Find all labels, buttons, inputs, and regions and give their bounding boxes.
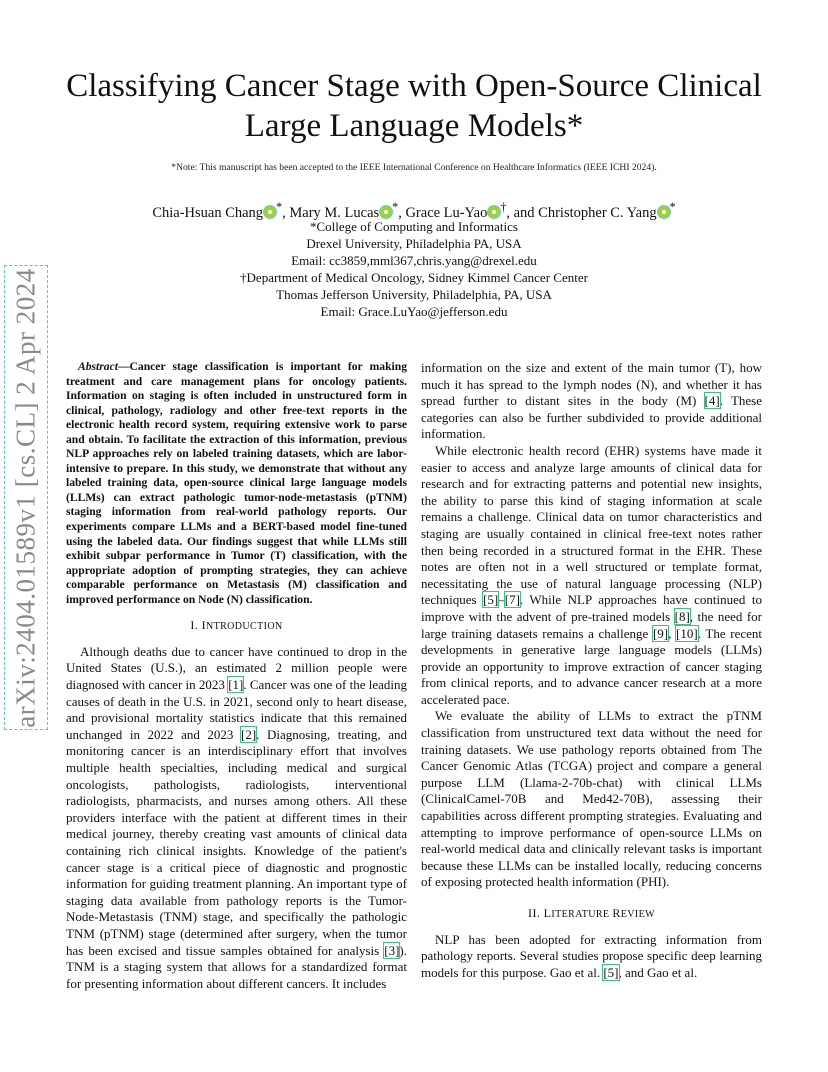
author-name: , Mary M. Lucas <box>282 204 380 221</box>
citation-link[interactable]: [3] <box>384 942 400 958</box>
body-paragraph: While electronic health record (EHR) systems have made it easier to access and analyze large amounts of clinical data for research and for extracting patterns and potential new insights, the ability to parse this kind of staging information at scale remains a challenge. Clinical data on tumor characteristics and staging are usually contained in clinical free-text notes rather then being recorded in a structured format in the EHR. These notes are often not in a well structured or template format, necessitating the use of natural language processing (NLP) techniques [5]–[7]. While NLP approaches have continued to improve with the advent of pre-trained models [8], the need for large training datasets remains a challenge [9], [10]. The recent developments in generative large language models (LLMs) provide an opportunity to improve extraction of cancer staging from clinical reports, and to advance cancer research at a more accelerated pace. <box>421 442 763 707</box>
orcid-icon[interactable] <box>264 206 276 218</box>
section-heading-introduction: I. INTRODUCTION <box>190 618 283 633</box>
orcid-icon[interactable] <box>488 206 500 218</box>
right-column <box>421 360 762 981</box>
citation-link[interactable]: [1] <box>228 677 244 693</box>
abstract-text: —Cancer stage classification is important for making treatment and care management plans for oncology patients. Information on staging is often included in unstructured form in clinical, pathology, radiology and other free-text reports in the electronic health record system, requiring extensive work to parse and obtain. To facilitate the extraction of this information, previous NLP approaches rely on labeled training datasets, which are labor-intensive to prepare. In this study, we demonstrate that without any labeled training data, open-source clinical large language models (LLMs) can extract pathologic tumor-node-metastasis (pTNM) staging information from real-world pathology reports. Our experiments compare LLMs and a BERT-based model fine-tuned using the labeled data. Our findings suggest that while LLMs still exhibit subpar performance in Tumor (T) classification, with the appropriate adoption of prompting strategies, they can achieve comparable performance on Metastasis (M) classification and improved performance on Node (N) classification. <box>66 360 407 606</box>
citation-link[interactable]: [9] <box>652 625 669 641</box>
acceptance-note: *Note: This manuscript has been accepted to the IEEE International Conference on Healthcare Informatics (IEEE ICHI 2024). <box>171 162 657 173</box>
affiliation-email: Email: Grace.LuYao@jefferson.edu <box>320 304 508 319</box>
citation-link[interactable]: [2] <box>240 726 257 742</box>
orcid-icon[interactable] <box>380 206 392 218</box>
affiliation-mark: * <box>276 200 283 214</box>
citation-link[interactable]: [4] <box>704 393 720 409</box>
author-name: Chia-Hsuan Chang <box>152 204 264 221</box>
affiliation-email: Email: cc3859,mml367,chris.yang@drexel.edu <box>291 253 537 268</box>
body-paragraph: NLP has been adopted for extracting information from pathology reports. Several studies propose specific deep learning models for this purpose. Gao et al. [5], and Gao et al. <box>421 931 762 980</box>
paper-title: Classifying Cancer Stage with Open-Source Clinical Large Language Models* <box>66 68 762 144</box>
affiliation-mark: * <box>392 200 399 214</box>
citation-link[interactable]: [10] <box>676 625 698 641</box>
citation-link[interactable]: [5] <box>483 592 499 608</box>
arxiv-stamp[interactable] <box>4 265 48 730</box>
abstract <box>66 360 407 607</box>
intro-paragraph: Although deaths due to cancer have continued to drop in the United States (U.S.), an estimated 2 million people were diagnosed with cancer in 2023 [1]. Cancer was one of the leading causes of death in the U.S. in 2021, second only to heart disease, and provisional mortality statistics indicate that this remained unchanged in 2022 and 2023 [2]. Diagnosing, treating, and monitoring cancer is an interdisciplinary effort that involves multiple health specialties, including medical and surgical oncologists, pathologists, radiologists, interventional radiologists, pharmacists, and nurses among others. All these providers interface with the patient at different times in their medical journey, thereby creating vast amounts of clinical data containing rich clinical insights. Knowledge of the patient's cancer stage is a critical piece of diagnostic and prognostic information for guiding treatment planning. An important type of staging data available from pathology reports is the Tumor-Node-Metastasis (TNM) stage, and specifically the pathologic TNM (pTNM) stage (determined after surgery, when the tumor has been excised and tissue samples obtained for analysis [3]). TNM is a staging system that allows for a standardized format for presenting information about different cancers. It includes <box>66 643 407 991</box>
arxiv-id: arXiv:2404.01589v1 [cs.CL] 2 Apr 2024 <box>10 267 41 728</box>
affiliation-line: *College of Computing and Informatics <box>310 219 518 234</box>
affiliation-line: Thomas Jefferson University, Philadelphia, PA, USA <box>276 287 552 302</box>
citation-link[interactable]: [8] <box>674 608 690 624</box>
left-column <box>66 360 407 992</box>
affiliation-mark: * <box>669 200 676 214</box>
citation-link[interactable]: [7] <box>504 592 520 608</box>
affiliation-mark: † <box>500 200 507 214</box>
body-paragraph: information on the size and extent of the main tumor (T), how much it has spread to the lymph nodes (N), and whether it has spread further to distant sites in the body (M) [4]. These categories can also be further subdivided to provide additional information. <box>421 360 762 442</box>
body-paragraph: We evaluate the ability of LLMs to extract the pTNM classification from unstructured text data without the need for training datasets. We use pathology reports obtained from The Cancer Genomic Atlas (TCGA) project and compare a general purpose LLM (Llama-2-70b-chat) with clinical LLMs (ClinicalCamel-70B and Med42-70B), assessing their capabilities across different prompting strategies. Evaluating and attempting to improve performance of open-source LLMs on real-world medical data and clinically relevant tasks is important because these LLMs can be installed locally, reducing concerns of exposing protected health information (PHI). <box>421 708 762 890</box>
orcid-icon[interactable] <box>658 206 670 218</box>
abstract-label: Abstract <box>78 360 118 373</box>
author-name: , Grace Lu-Yao <box>398 204 488 221</box>
citation-link[interactable]: [5] <box>603 964 619 980</box>
affiliation-line: †Department of Medical Oncology, Sidney Kimmel Cancer Center <box>240 270 588 285</box>
author-name: , and Christopher C. Yang <box>506 204 657 221</box>
section-heading-literature-review: II. LITERATURE REVIEW <box>528 906 655 920</box>
affiliation-line: Drexel University, Philadelphia PA, USA <box>306 236 522 251</box>
